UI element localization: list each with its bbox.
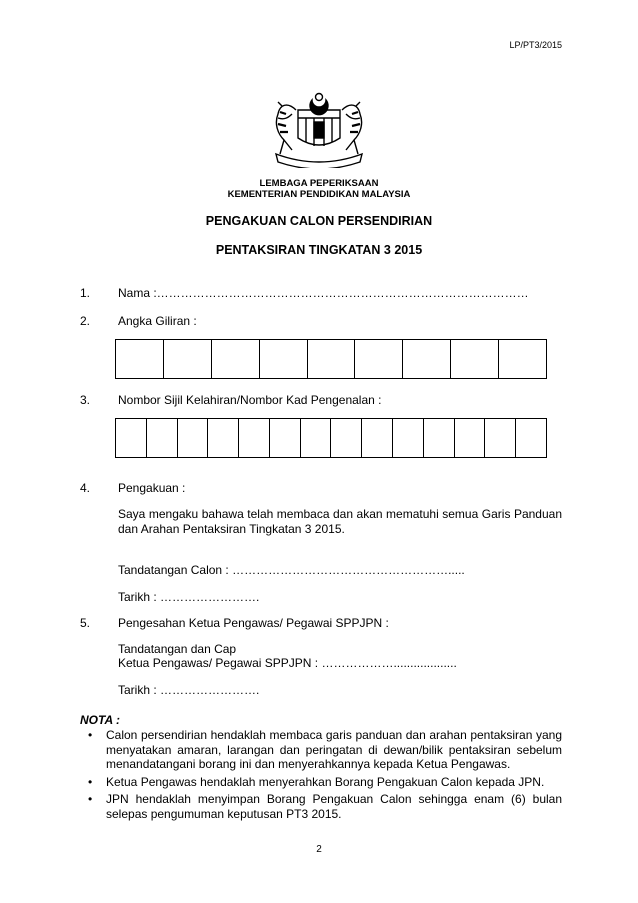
digit-box[interactable]	[300, 419, 331, 458]
notes-heading: NOTA :	[80, 713, 120, 727]
item-number: 4.	[80, 481, 91, 495]
note-item: JPN hendaklah menyimpan Borang Pengakuan Calon sehingga enam (6) bulan selepas pengumuman keputusan PT3 2015.	[106, 792, 562, 821]
digit-box[interactable]	[208, 419, 239, 458]
bullet-icon: •	[88, 728, 93, 742]
digit-box[interactable]	[485, 419, 516, 458]
digit-box[interactable]	[454, 419, 485, 458]
note-item: Ketua Pengawas hendaklah menyerahkan Borang Pengakuan Calon kepada JPN.	[106, 775, 545, 789]
candidate-signature-field[interactable]: Tandatangan Calon : ……………………………………………….....	[118, 563, 465, 577]
exam-title: PENTAKSIRAN TINGKATAN 3 2015	[215, 243, 423, 257]
digit-box[interactable]	[516, 419, 547, 458]
form-title: PENGAKUAN CALON PERSENDIRIAN	[205, 214, 433, 228]
item-number: 1.	[80, 286, 91, 300]
org-name: LEMBAGA PEPERIKSAAN	[259, 178, 379, 189]
bullet-icon: •	[88, 792, 93, 806]
digit-box[interactable]	[146, 419, 177, 458]
malaysia-coat-of-arms-icon	[262, 88, 376, 168]
declaration-statement: Saya mengaku bahawa telah membaca dan akan mematuhi semua Garis Panduan dan Arahan Pentaksiran Tingkatan 3 2015.	[118, 507, 562, 536]
digit-box[interactable]	[163, 340, 211, 379]
bullet-icon: •	[88, 775, 93, 789]
ministry-name: KEMENTERIAN PENDIDIKAN MALAYSIA	[227, 189, 411, 200]
digit-box[interactable]	[355, 340, 403, 379]
page-number: 2	[316, 844, 322, 855]
digit-box[interactable]	[499, 340, 547, 379]
item-number: 3.	[80, 393, 91, 407]
verification-label: Pengesahan Ketua Pengawas/ Pegawai SPPJPN :	[118, 616, 389, 630]
digit-box[interactable]	[211, 340, 259, 379]
ic-number-label: Nombor Sijil Kelahiran/Nombor Kad Pengenalan :	[118, 393, 382, 407]
name-field[interactable]: Nama :…………………………………………………………………………………	[118, 286, 529, 300]
official-sign-caption: Tandatangan dan Cap	[118, 642, 237, 656]
digit-box[interactable]	[423, 419, 454, 458]
digit-box[interactable]	[307, 340, 355, 379]
index-number-label: Angka Giliran :	[118, 314, 197, 328]
candidate-date-field[interactable]: Tarikh : …………………….	[118, 590, 260, 604]
digit-box[interactable]	[269, 419, 300, 458]
official-date-field[interactable]: Tarikh : …………………….	[118, 683, 260, 697]
note-item: Calon persendirian hendaklah membaca garis panduan dan arahan pentaksiran yang menyatakan amaran, larangan dan peringatan di dewan/bilik pentaksiran sebelum menandatangani borang ini dan menyerahkannya kepada Ketua Pengawas.	[106, 728, 562, 771]
declaration-label: Pengakuan :	[118, 481, 186, 495]
item-number: 2.	[80, 314, 91, 328]
digit-box[interactable]	[362, 419, 393, 458]
ic-number-boxes	[115, 418, 547, 458]
official-signature-field[interactable]: Ketua Pengawas/ Pegawai SPPJPN : ………………...................	[118, 656, 457, 670]
digit-box[interactable]	[116, 419, 147, 458]
digit-box[interactable]	[393, 419, 424, 458]
digit-box[interactable]	[239, 419, 270, 458]
index-number-boxes	[115, 339, 547, 379]
digit-box[interactable]	[177, 419, 208, 458]
digit-box[interactable]	[259, 340, 307, 379]
document-code: LP/PT3/2015	[509, 40, 562, 50]
digit-box[interactable]	[116, 340, 164, 379]
digit-box[interactable]	[451, 340, 499, 379]
item-number: 5.	[80, 616, 91, 630]
digit-box[interactable]	[403, 340, 451, 379]
digit-box[interactable]	[331, 419, 362, 458]
